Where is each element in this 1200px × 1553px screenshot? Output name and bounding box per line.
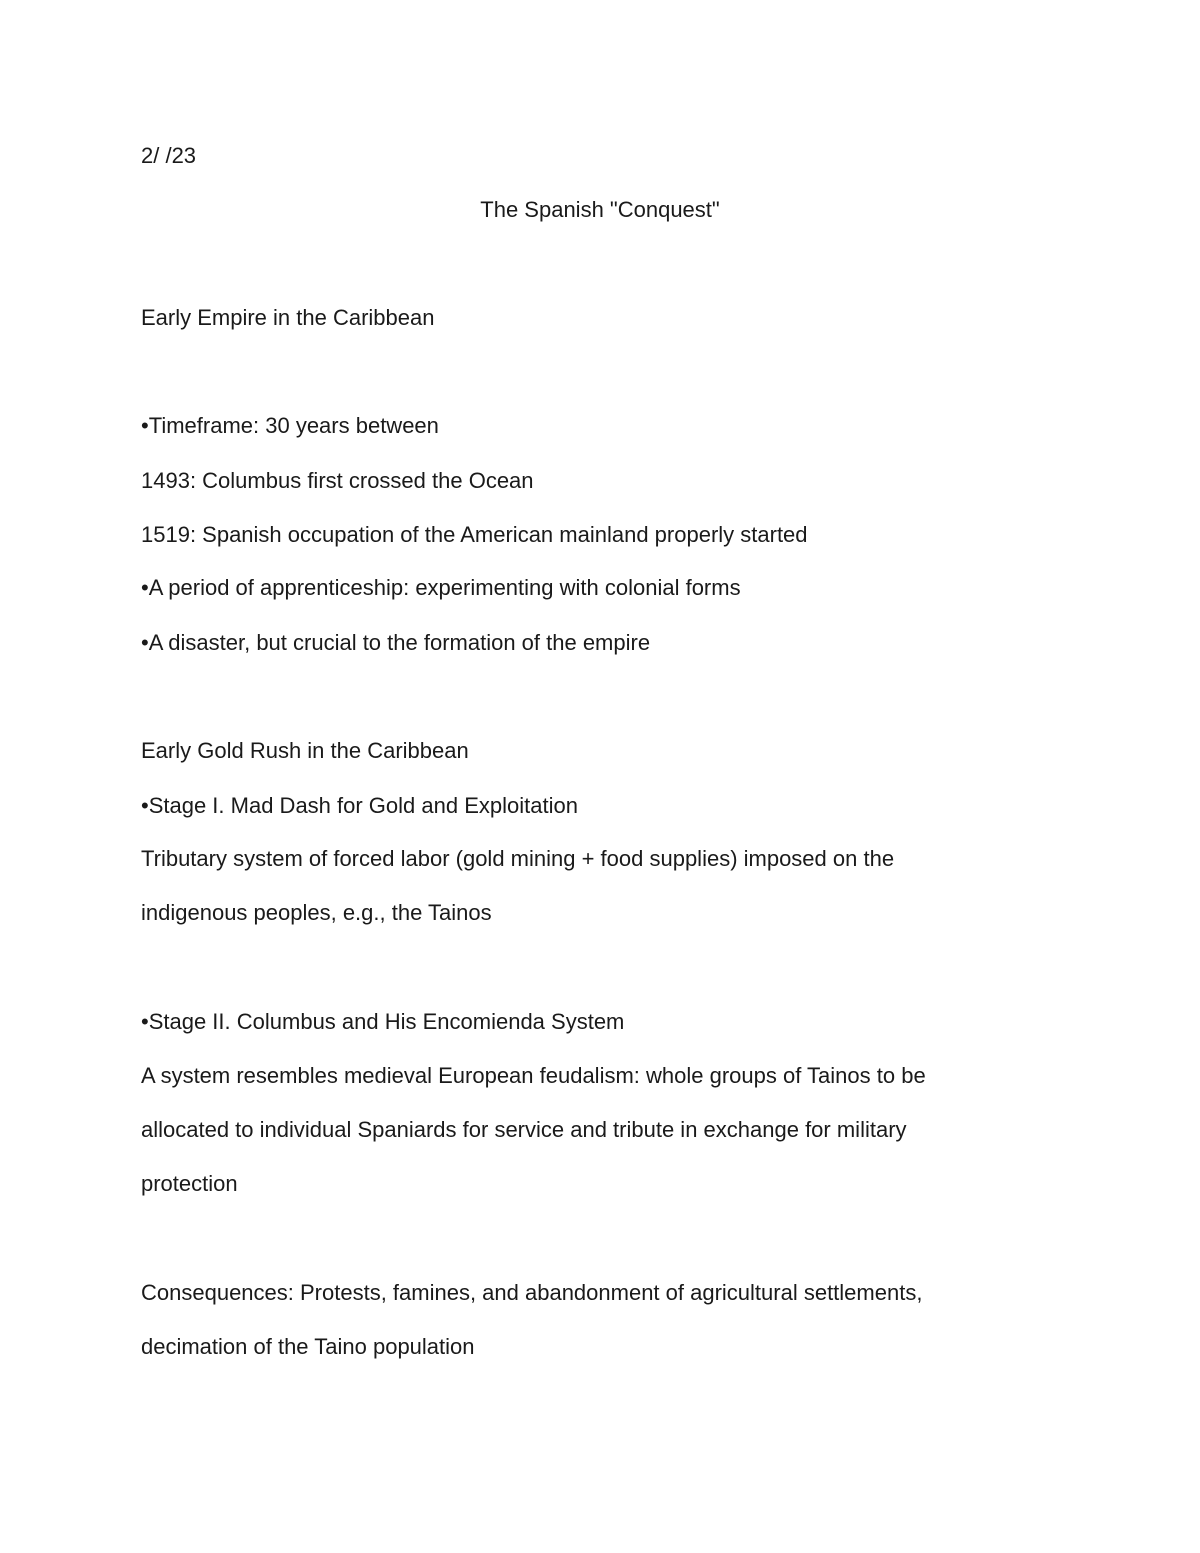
bullet-disaster: •A disaster, but crucial to the formation of the empire bbox=[141, 630, 651, 655]
bullet-timeframe: •Timeframe: 30 years between bbox=[141, 413, 439, 438]
stage-1-text-line: indigenous peoples, e.g., the Tainos bbox=[141, 900, 492, 925]
section-heading-early-empire: Early Empire in the Caribbean bbox=[141, 305, 435, 330]
bullet-apprenticeship: •A period of apprenticeship: experimenting with colonial forms bbox=[141, 575, 741, 600]
stage-2-label: •Stage II. Columbus and His Encomienda System bbox=[141, 1009, 625, 1034]
document-title: The Spanish "Conquest" bbox=[480, 197, 720, 222]
stage-2-text-line: protection bbox=[141, 1171, 238, 1196]
stage-2-text-line: allocated to individual Spaniards for service and tribute in exchange for military bbox=[141, 1117, 907, 1142]
consequences-line: Consequences: Protests, famines, and abandonment of agricultural settlements, bbox=[141, 1280, 923, 1305]
stage-1-label: •Stage I. Mad Dash for Gold and Exploitation bbox=[141, 793, 578, 818]
section-heading-gold-rush: Early Gold Rush in the Caribbean bbox=[141, 738, 469, 763]
stage-1-text-line: Tributary system of forced labor (gold mining + food supplies) imposed on the bbox=[141, 846, 895, 871]
document-date: 2/ /23 bbox=[141, 143, 197, 168]
stage-2-text-line: A system resembles medieval European feudalism: whole groups of Tainos to be bbox=[141, 1063, 926, 1088]
line-1519: 1519: Spanish occupation of the American mainland properly started bbox=[141, 522, 808, 547]
consequences-line: decimation of the Taino population bbox=[141, 1334, 475, 1359]
line-1493: 1493: Columbus first crossed the Ocean bbox=[141, 468, 534, 493]
